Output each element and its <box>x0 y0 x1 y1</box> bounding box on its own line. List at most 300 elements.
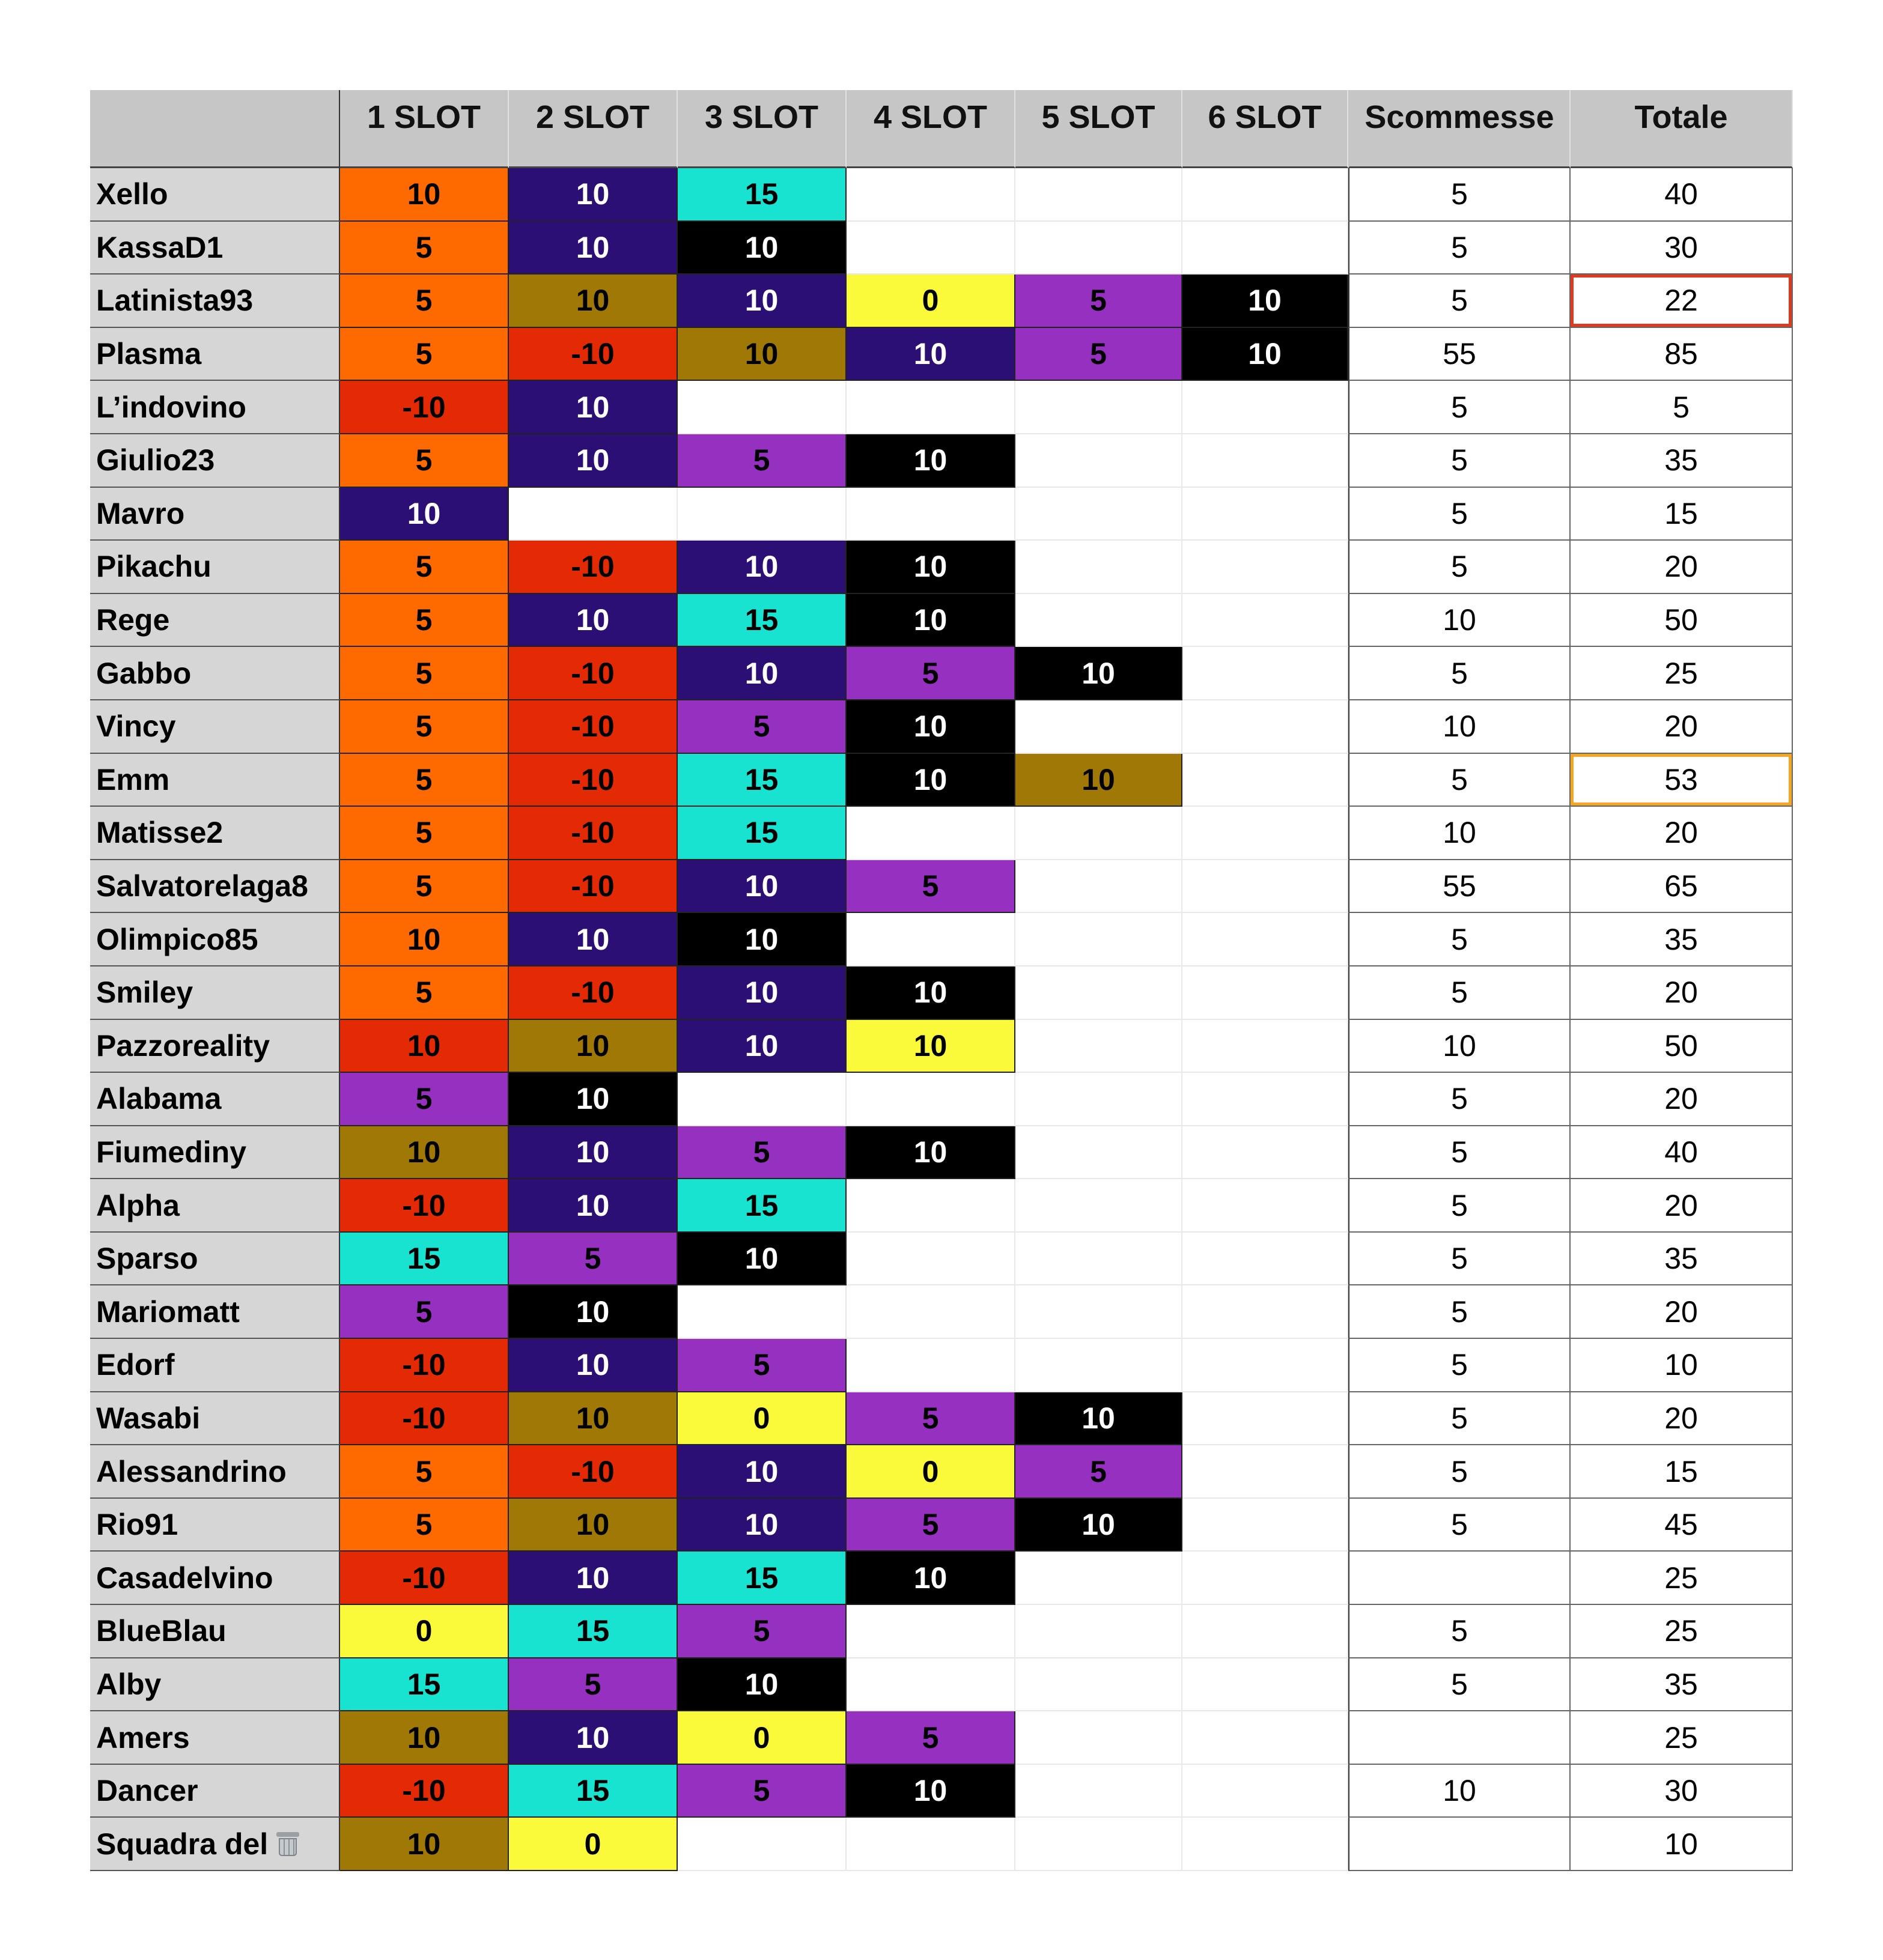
total-cell[interactable]: 85 <box>1571 328 1793 381</box>
bets-cell[interactable]: 5 <box>1348 1392 1571 1446</box>
total-cell[interactable]: 22 <box>1571 275 1793 328</box>
slot-3-cell[interactable]: 15 <box>678 807 847 860</box>
slot-1-cell[interactable]: 0 <box>340 1605 509 1658</box>
slot-6-cell[interactable] <box>1182 1605 1348 1658</box>
total-cell[interactable]: 30 <box>1571 222 1793 275</box>
player-name-cell[interactable] <box>90 1392 340 1446</box>
player-name: KassaD1 <box>96 230 224 264</box>
slot-6-cell[interactable] <box>1182 488 1348 541</box>
slot-5-cell[interactable] <box>1015 434 1182 488</box>
slot-2-cell[interactable]: 10 <box>509 1179 678 1233</box>
slot-6-cell[interactable] <box>1182 1233 1348 1286</box>
total-cell[interactable]: 40 <box>1571 1126 1793 1180</box>
player-name-cell[interactable] <box>90 1711 340 1765</box>
slot-2-cell[interactable]: 5 <box>509 1658 678 1712</box>
slot-5-cell[interactable]: 5 <box>1015 275 1182 328</box>
slot-2-cell[interactable]: 10 <box>509 594 678 648</box>
slot-4-cell[interactable]: 10 <box>847 966 1015 1020</box>
slot-1-cell[interactable]: 5 <box>340 1499 509 1552</box>
player-name-cell[interactable] <box>90 1658 340 1712</box>
player-name-cell[interactable] <box>90 860 340 914</box>
slot-5-cell[interactable] <box>1015 1020 1182 1073</box>
slot-2-cell[interactable]: -10 <box>509 860 678 914</box>
slot-6-cell[interactable] <box>1182 1552 1348 1605</box>
player-name-cell[interactable] <box>90 381 340 434</box>
slot-6-cell[interactable] <box>1182 1339 1348 1392</box>
player-name-cell[interactable] <box>90 1020 340 1073</box>
total-cell[interactable]: 25 <box>1571 1711 1793 1765</box>
slot-2-cell[interactable]: 15 <box>509 1605 678 1658</box>
slot-2-cell[interactable]: 10 <box>509 1073 678 1126</box>
slot-3-cell[interactable]: 10 <box>678 1233 847 1286</box>
slot-4-cell[interactable] <box>847 1073 1015 1126</box>
total-cell[interactable]: 40 <box>1571 168 1793 222</box>
slot-6-cell[interactable] <box>1182 594 1348 648</box>
bets-cell[interactable]: 55 <box>1348 860 1571 914</box>
bets-cell[interactable]: 55 <box>1348 328 1571 381</box>
total-cell[interactable]: 10 <box>1571 1818 1793 1871</box>
slot-3-cell[interactable]: 5 <box>678 434 847 488</box>
slot-2-cell[interactable] <box>509 488 678 541</box>
slot-2-cell[interactable]: -10 <box>509 328 678 381</box>
slot-3-cell[interactable]: 10 <box>678 328 847 381</box>
player-name-cell[interactable] <box>90 541 340 594</box>
bets-cell[interactable]: 5 <box>1348 488 1571 541</box>
slot-2-cell[interactable]: 10 <box>509 222 678 275</box>
total-cell[interactable]: 25 <box>1571 1605 1793 1658</box>
slot-6-cell[interactable] <box>1182 913 1348 966</box>
slot-5-cell[interactable] <box>1015 1605 1182 1658</box>
bets-cell[interactable]: 5 <box>1348 966 1571 1020</box>
slot-2-cell[interactable]: -10 <box>509 1445 678 1499</box>
player-name: Alessandrino <box>96 1454 287 1488</box>
player-name-cell[interactable] <box>90 1285 340 1339</box>
slot-3-cell[interactable]: 5 <box>678 1605 847 1658</box>
slot-1-cell[interactable]: -10 <box>340 1339 509 1392</box>
slot-4-cell[interactable]: 10 <box>847 700 1015 754</box>
slot-2-cell[interactable]: -10 <box>509 807 678 860</box>
bets-cell[interactable]: 5 <box>1348 1285 1571 1339</box>
slot-3-cell[interactable]: 0 <box>678 1392 847 1446</box>
player-name-cell[interactable] <box>90 328 340 381</box>
slot-4-cell[interactable]: 10 <box>847 594 1015 648</box>
slot-6-cell[interactable] <box>1182 860 1348 914</box>
slot-6-cell[interactable] <box>1182 1285 1348 1339</box>
total-cell[interactable]: 45 <box>1571 1499 1793 1552</box>
slot-6-cell[interactable]: 10 <box>1182 328 1348 381</box>
bets-cell[interactable]: 5 <box>1348 1605 1571 1658</box>
slot-2-cell[interactable]: -10 <box>509 541 678 594</box>
slot-5-cell[interactable] <box>1015 1126 1182 1180</box>
slot-2-cell[interactable]: 10 <box>509 434 678 488</box>
slot-3-cell[interactable] <box>678 488 847 541</box>
total-cell[interactable]: 53 <box>1571 754 1793 807</box>
total-cell[interactable]: 65 <box>1571 860 1793 914</box>
slot-4-cell[interactable] <box>847 1233 1015 1286</box>
slot-6-cell[interactable] <box>1182 1658 1348 1712</box>
slot-1-cell[interactable]: 5 <box>340 966 509 1020</box>
slot-5-cell[interactable] <box>1015 541 1182 594</box>
total-cell[interactable]: 20 <box>1571 966 1793 1020</box>
slot-4-cell[interactable]: 10 <box>847 754 1015 807</box>
player-name-cell[interactable] <box>90 754 340 807</box>
player-name-cell[interactable] <box>90 275 340 328</box>
player-name-cell[interactable] <box>90 168 340 222</box>
slot-4-cell[interactable] <box>847 381 1015 434</box>
slot-2-cell[interactable]: 10 <box>509 1339 678 1392</box>
slot-1-cell[interactable]: 10 <box>340 1711 509 1765</box>
bets-cell[interactable]: 5 <box>1348 541 1571 594</box>
bets-cell[interactable]: 5 <box>1348 275 1571 328</box>
slot-3-cell[interactable]: 15 <box>678 1552 847 1605</box>
total-cell[interactable]: 35 <box>1571 1233 1793 1286</box>
slot-4-cell[interactable] <box>847 1285 1015 1339</box>
player-name: Fiumediny <box>96 1135 247 1169</box>
slot-6-cell[interactable] <box>1182 700 1348 754</box>
total-cell[interactable]: 50 <box>1571 594 1793 648</box>
slot-1-cell[interactable]: 5 <box>340 541 509 594</box>
slot-4-cell[interactable] <box>847 222 1015 275</box>
bets-cell[interactable]: 5 <box>1348 647 1571 700</box>
slot-5-cell[interactable] <box>1015 1233 1182 1286</box>
slot-6-cell[interactable] <box>1182 1179 1348 1233</box>
slot-5-cell[interactable] <box>1015 222 1182 275</box>
slot-2-cell[interactable]: -10 <box>509 647 678 700</box>
slot-3-cell[interactable]: 5 <box>678 1765 847 1818</box>
slot-3-cell[interactable] <box>678 1818 847 1871</box>
slot-6-cell[interactable] <box>1182 168 1348 222</box>
slot-4-cell[interactable]: 5 <box>847 1499 1015 1552</box>
slot-1-cell[interactable]: 5 <box>340 1445 509 1499</box>
slot-3-cell[interactable]: 5 <box>678 700 847 754</box>
slot-6-cell[interactable] <box>1182 754 1348 807</box>
slot-5-cell[interactable]: 5 <box>1015 1445 1182 1499</box>
slot-3-cell[interactable]: 10 <box>678 647 847 700</box>
bets-cell[interactable]: 5 <box>1348 1233 1571 1286</box>
column-header: 1 SLOT <box>340 90 509 168</box>
bets-cell[interactable]: 10 <box>1348 807 1571 860</box>
slot-3-cell[interactable]: 10 <box>678 275 847 328</box>
slot-3-cell[interactable]: 10 <box>678 1658 847 1712</box>
slot-6-cell[interactable] <box>1182 1818 1348 1871</box>
slot-6-cell[interactable] <box>1182 647 1348 700</box>
slot-5-cell[interactable] <box>1015 1339 1182 1392</box>
slot-5-cell[interactable]: 10 <box>1015 1499 1182 1552</box>
slot-4-cell[interactable] <box>847 913 1015 966</box>
slot-4-cell[interactable]: 5 <box>847 1711 1015 1765</box>
slot-2-cell[interactable]: 10 <box>509 381 678 434</box>
bets-cell[interactable]: 10 <box>1348 594 1571 648</box>
player-name-cell[interactable] <box>90 1445 340 1499</box>
slot-1-cell[interactable]: 5 <box>340 647 509 700</box>
player-name-cell[interactable] <box>90 1765 340 1818</box>
slot-2-cell[interactable]: -10 <box>509 966 678 1020</box>
total-cell[interactable]: 20 <box>1571 1285 1793 1339</box>
slot-6-cell[interactable] <box>1182 1445 1348 1499</box>
slot-2-cell[interactable]: 15 <box>509 1765 678 1818</box>
slot-4-cell[interactable]: 10 <box>847 541 1015 594</box>
bets-cell[interactable] <box>1348 1711 1571 1765</box>
total-cell[interactable]: 25 <box>1571 1552 1793 1605</box>
slot-4-cell[interactable]: 5 <box>847 647 1015 700</box>
slot-1-cell[interactable]: 10 <box>340 913 509 966</box>
player-name-cell[interactable] <box>90 1126 340 1180</box>
slot-6-cell[interactable] <box>1182 222 1348 275</box>
slot-5-cell[interactable] <box>1015 1179 1182 1233</box>
player-name-cell[interactable] <box>90 647 340 700</box>
slot-1-cell[interactable]: 5 <box>340 594 509 648</box>
slot-5-cell[interactable]: 10 <box>1015 754 1182 807</box>
slot-3-cell[interactable]: 15 <box>678 168 847 222</box>
bets-cell[interactable]: 10 <box>1348 1765 1571 1818</box>
total-cell[interactable]: 35 <box>1571 434 1793 488</box>
slot-6-cell[interactable] <box>1182 1020 1348 1073</box>
slot-5-cell[interactable] <box>1015 1658 1182 1712</box>
slot-4-cell[interactable]: 5 <box>847 1392 1015 1446</box>
slot-1-cell[interactable]: 10 <box>340 1126 509 1180</box>
bets-cell[interactable]: 5 <box>1348 1658 1571 1712</box>
slot-4-cell[interactable]: 10 <box>847 1552 1015 1605</box>
slot-2-cell[interactable]: -10 <box>509 754 678 807</box>
slot-6-cell[interactable] <box>1182 1499 1348 1552</box>
slot-5-cell[interactable] <box>1015 860 1182 914</box>
slot-2-cell[interactable]: 10 <box>509 1711 678 1765</box>
slot-4-cell[interactable]: 10 <box>847 1126 1015 1180</box>
slot-2-cell[interactable]: 5 <box>509 1233 678 1286</box>
slot-3-cell[interactable]: 10 <box>678 541 847 594</box>
slot-2-cell[interactable]: 10 <box>509 275 678 328</box>
slot-4-cell[interactable]: 10 <box>847 1020 1015 1073</box>
total-cell[interactable]: 20 <box>1571 1073 1793 1126</box>
slot-5-cell[interactable] <box>1015 594 1182 648</box>
slot-5-cell[interactable] <box>1015 1285 1182 1339</box>
total-cell[interactable]: 15 <box>1571 1445 1793 1499</box>
player-name: Plasma <box>96 337 202 371</box>
slot-4-cell[interactable] <box>847 1658 1015 1712</box>
slot-6-cell[interactable] <box>1182 1392 1348 1446</box>
slot-3-cell[interactable]: 10 <box>678 913 847 966</box>
slot-5-cell[interactable] <box>1015 1765 1182 1818</box>
total-cell[interactable]: 25 <box>1571 647 1793 700</box>
table-row <box>90 1073 1793 1126</box>
slot-6-cell[interactable] <box>1182 1711 1348 1765</box>
slot-3-cell[interactable]: 15 <box>678 594 847 648</box>
slot-2-cell[interactable]: 10 <box>509 1552 678 1605</box>
slot-1-cell[interactable]: 5 <box>340 275 509 328</box>
slot-5-cell[interactable]: 10 <box>1015 1392 1182 1446</box>
slot-4-cell[interactable] <box>847 1605 1015 1658</box>
slot-5-cell[interactable] <box>1015 966 1182 1020</box>
slot-1-cell[interactable]: 5 <box>340 860 509 914</box>
total-cell[interactable]: 35 <box>1571 913 1793 966</box>
slot-1-cell[interactable]: 5 <box>340 434 509 488</box>
bets-cell[interactable]: 5 <box>1348 913 1571 966</box>
slot-2-cell[interactable]: 10 <box>509 1126 678 1180</box>
bets-cell[interactable]: 5 <box>1348 1073 1571 1126</box>
slot-6-cell[interactable] <box>1182 434 1348 488</box>
bets-cell[interactable]: 5 <box>1348 381 1571 434</box>
bets-cell[interactable]: 5 <box>1348 1179 1571 1233</box>
slot-4-cell[interactable] <box>847 488 1015 541</box>
slot-2-cell[interactable]: 10 <box>509 168 678 222</box>
total-cell[interactable]: 20 <box>1571 700 1793 754</box>
slot-1-cell[interactable]: 15 <box>340 1233 509 1286</box>
bets-cell[interactable]: 5 <box>1348 1339 1571 1392</box>
slot-2-cell[interactable]: 10 <box>509 913 678 966</box>
slot-5-cell[interactable] <box>1015 807 1182 860</box>
player-name-cell[interactable] <box>90 488 340 541</box>
bets-cell[interactable] <box>1348 1552 1571 1605</box>
slot-1-cell[interactable]: -10 <box>340 1765 509 1818</box>
slot-1-cell[interactable]: 5 <box>340 700 509 754</box>
slot-3-cell[interactable]: 10 <box>678 966 847 1020</box>
player-name-cell[interactable] <box>90 1339 340 1392</box>
slot-6-cell[interactable] <box>1182 541 1348 594</box>
player-name-cell[interactable] <box>90 913 340 966</box>
slot-2-cell[interactable]: 10 <box>509 1020 678 1073</box>
bets-cell[interactable]: 10 <box>1348 700 1571 754</box>
slot-3-cell[interactable]: 10 <box>678 860 847 914</box>
total-cell[interactable]: 5 <box>1571 381 1793 434</box>
slot-4-cell[interactable]: 5 <box>847 860 1015 914</box>
player-name-cell[interactable] <box>90 1233 340 1286</box>
player-name-cell[interactable] <box>90 1552 340 1605</box>
column-header: 3 SLOT <box>678 90 847 168</box>
slot-4-cell[interactable]: 10 <box>847 1765 1015 1818</box>
slot-5-cell[interactable]: 10 <box>1015 647 1182 700</box>
bets-cell[interactable]: 5 <box>1348 754 1571 807</box>
slot-6-cell[interactable] <box>1182 1765 1348 1818</box>
player-name-cell[interactable] <box>90 434 340 488</box>
bets-cell[interactable] <box>1348 1818 1571 1871</box>
bets-cell[interactable]: 5 <box>1348 1499 1571 1552</box>
player-name: Rio91 <box>96 1508 178 1542</box>
total-cell[interactable]: 20 <box>1571 541 1793 594</box>
total-cell[interactable]: 20 <box>1571 1392 1793 1446</box>
slot-2-cell[interactable]: 10 <box>509 1285 678 1339</box>
slot-6-cell[interactable] <box>1182 1073 1348 1126</box>
slot-3-cell[interactable]: 5 <box>678 1126 847 1180</box>
slot-1-cell[interactable]: 5 <box>340 1073 509 1126</box>
total-cell[interactable]: 20 <box>1571 1179 1793 1233</box>
slot-3-cell[interactable]: 10 <box>678 1445 847 1499</box>
slot-1-cell[interactable]: 5 <box>340 222 509 275</box>
slot-3-cell[interactable] <box>678 1285 847 1339</box>
slot-1-cell[interactable]: 15 <box>340 1658 509 1712</box>
bets-cell[interactable]: 5 <box>1348 1126 1571 1180</box>
slot-5-cell[interactable] <box>1015 1073 1182 1126</box>
slot-3-cell[interactable]: 0 <box>678 1711 847 1765</box>
slot-5-cell[interactable] <box>1015 1552 1182 1605</box>
slot-4-cell[interactable]: 0 <box>847 275 1015 328</box>
slot-1-cell[interactable]: -10 <box>340 1179 509 1233</box>
slot-1-cell[interactable]: 10 <box>340 1818 509 1871</box>
player-name-cell[interactable] <box>90 594 340 648</box>
total-cell[interactable]: 50 <box>1571 1020 1793 1073</box>
slot-4-cell[interactable]: 0 <box>847 1445 1015 1499</box>
slot-1-cell[interactable]: 10 <box>340 168 509 222</box>
player-name: Amers <box>96 1720 190 1755</box>
slot-1-cell[interactable]: 10 <box>340 488 509 541</box>
slot-3-cell[interactable]: 10 <box>678 1020 847 1073</box>
slot-2-cell[interactable]: -10 <box>509 700 678 754</box>
slot-5-cell[interactable] <box>1015 381 1182 434</box>
slot-4-cell[interactable] <box>847 168 1015 222</box>
slot-3-cell[interactable]: 5 <box>678 1339 847 1392</box>
total-cell[interactable]: 35 <box>1571 1658 1793 1712</box>
player-name-cell[interactable] <box>90 700 340 754</box>
slot-6-cell[interactable]: 10 <box>1182 275 1348 328</box>
slot-1-cell[interactable]: 5 <box>340 807 509 860</box>
slot-1-cell[interactable]: 10 <box>340 1020 509 1073</box>
slot-6-cell[interactable] <box>1182 1126 1348 1180</box>
player-name: Salvatorelaga8 <box>96 869 308 903</box>
player-name-cell[interactable] <box>90 1179 340 1233</box>
player-name-cell[interactable] <box>90 807 340 860</box>
slot-5-cell[interactable] <box>1015 1818 1182 1871</box>
slot-5-cell[interactable] <box>1015 913 1182 966</box>
slot-3-cell[interactable]: 10 <box>678 222 847 275</box>
slot-4-cell[interactable]: 10 <box>847 434 1015 488</box>
bets-cell[interactable]: 5 <box>1348 222 1571 275</box>
slot-3-cell[interactable] <box>678 381 847 434</box>
slot-2-cell[interactable]: 10 <box>509 1499 678 1552</box>
total-cell[interactable]: 10 <box>1571 1339 1793 1392</box>
slot-1-cell[interactable]: -10 <box>340 1392 509 1446</box>
slot-3-cell[interactable]: 10 <box>678 1499 847 1552</box>
total-cell[interactable]: 20 <box>1571 807 1793 860</box>
slot-2-cell[interactable]: 10 <box>509 1392 678 1446</box>
player-name-cell[interactable] <box>90 1818 340 1871</box>
slot-6-cell[interactable] <box>1182 966 1348 1020</box>
slot-5-cell[interactable] <box>1015 488 1182 541</box>
slot-1-cell[interactable]: 5 <box>340 754 509 807</box>
slot-1-cell[interactable]: -10 <box>340 381 509 434</box>
player-name: Gabbo <box>96 656 192 690</box>
slot-2-cell[interactable]: 0 <box>509 1818 678 1871</box>
slot-6-cell[interactable] <box>1182 807 1348 860</box>
slot-3-cell[interactable]: 15 <box>678 754 847 807</box>
total-cell[interactable]: 15 <box>1571 488 1793 541</box>
bets-cell[interactable]: 10 <box>1348 1020 1571 1073</box>
slot-4-cell[interactable] <box>847 1179 1015 1233</box>
player-name-cell[interactable] <box>90 966 340 1020</box>
slot-5-cell[interactable] <box>1015 168 1182 222</box>
slot-4-cell[interactable] <box>847 1818 1015 1871</box>
player-name-cell[interactable] <box>90 1499 340 1552</box>
bets-cell[interactable]: 5 <box>1348 434 1571 488</box>
player-name-cell[interactable] <box>90 222 340 275</box>
slot-1-cell[interactable]: 5 <box>340 1285 509 1339</box>
player-name-cell[interactable] <box>90 1605 340 1658</box>
player-name-cell[interactable] <box>90 1073 340 1126</box>
slot-5-cell[interactable] <box>1015 700 1182 754</box>
slot-4-cell[interactable]: 10 <box>847 328 1015 381</box>
slot-3-cell[interactable] <box>678 1073 847 1126</box>
slot-5-cell[interactable]: 5 <box>1015 328 1182 381</box>
table-row <box>90 1233 1793 1286</box>
slot-3-cell[interactable]: 15 <box>678 1179 847 1233</box>
total-cell[interactable]: 30 <box>1571 1765 1793 1818</box>
slot-4-cell[interactable] <box>847 807 1015 860</box>
slot-6-cell[interactable] <box>1182 381 1348 434</box>
bets-cell[interactable]: 5 <box>1348 168 1571 222</box>
slot-1-cell[interactable]: 5 <box>340 328 509 381</box>
bets-cell[interactable]: 5 <box>1348 1445 1571 1499</box>
slot-4-cell[interactable] <box>847 1339 1015 1392</box>
slot-1-cell[interactable]: -10 <box>340 1552 509 1605</box>
slot-5-cell[interactable] <box>1015 1711 1182 1765</box>
